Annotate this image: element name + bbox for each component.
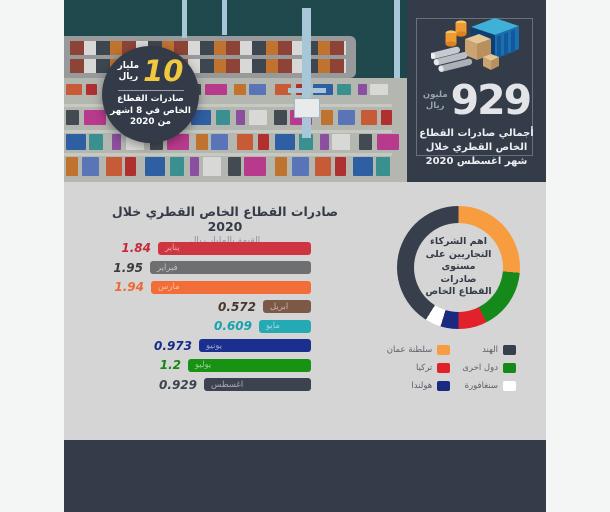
legend-swatch-icon (437, 381, 450, 391)
donut-center-line: التجاريين على (425, 248, 492, 260)
shipping-container-icon (125, 157, 136, 176)
shipping-container-icon (106, 157, 122, 176)
shipping-container-icon (66, 134, 86, 150)
shipping-container-icon (203, 157, 221, 176)
shipping-container-icon (292, 157, 309, 176)
legend-item (387, 345, 451, 355)
bar-month-label: يوليو (195, 360, 212, 370)
panel-value: 929 (450, 76, 531, 124)
panel-value-row (407, 76, 546, 124)
legend-swatch-icon (437, 363, 450, 373)
donut-center-line: القطاع الخاص (425, 286, 492, 298)
hero-caption-line: صادرات القطاع (117, 94, 184, 104)
legend-col-right (462, 345, 516, 391)
bar-month-label: يونيو (206, 340, 223, 351)
shipping-container-icon (145, 157, 165, 176)
legend-swatch-icon (437, 345, 450, 355)
hero-unit (118, 61, 139, 83)
bar-3 (151, 281, 311, 294)
panel-unit-line: مليون (422, 89, 448, 100)
shipping-container-icon (170, 157, 184, 176)
shipping-container-icon (249, 110, 267, 125)
shipping-container-icon (337, 84, 351, 95)
dock-lane (64, 153, 392, 156)
shipping-container-icon (321, 110, 333, 125)
hero-caption (102, 94, 199, 129)
august-summary-panel (407, 0, 546, 182)
crane-cabin-icon (294, 98, 320, 118)
footer-bar (64, 440, 546, 512)
donut-center-line: صادرات (440, 273, 477, 285)
shipping-container-icon (358, 84, 367, 95)
bar-chart-header (100, 204, 350, 246)
dock-lane (64, 130, 392, 133)
shipping-container-icon (361, 110, 377, 125)
donut-legend (360, 345, 516, 391)
shipping-container-icon (228, 157, 241, 176)
legend-label: تركيا (416, 363, 433, 373)
crane-mast-icon (182, 0, 187, 38)
shipping-container-icon (258, 134, 269, 150)
donut-center-line: مستوى (441, 261, 476, 273)
shipping-container-icon (190, 157, 199, 176)
legend-label: سلطنة عمان (386, 345, 433, 355)
bar-month-label: مارس (158, 282, 180, 292)
hero-value: 10 (143, 54, 184, 88)
bar-row (159, 378, 311, 391)
panel-unit-line: ريال (425, 100, 445, 111)
bar-row (154, 339, 311, 352)
bar-8 (204, 378, 311, 391)
hero-caption-line: من 2020 (130, 117, 171, 128)
shipping-container-icon (338, 110, 355, 125)
shipping-container-icon (82, 157, 99, 176)
panel-caption-line: الخاص القطري خلال (425, 142, 528, 153)
shipping-container-icon (376, 157, 390, 176)
shipping-container-icon (381, 110, 392, 125)
bar-row (114, 281, 311, 294)
legend-item (462, 363, 516, 373)
bar-chart-title: صادرات القطاع الخاص القطري خلال 2020 (111, 204, 339, 234)
bar-month-label: ابريل (270, 301, 289, 312)
bar-value-label: 0.973 (154, 338, 192, 353)
bar-month-label: يناير (165, 243, 180, 253)
shipping-container-icon (89, 134, 103, 150)
legend-item (387, 363, 451, 373)
panel-unit (423, 90, 448, 111)
panel-caption-line: شهر اغسطس 2020 (425, 156, 528, 167)
bar-month-label: فبراير (157, 262, 178, 273)
badge-divider (118, 90, 184, 91)
bar-value-label: 1.95 (113, 260, 143, 275)
legend-label: سنغافورة (464, 381, 498, 391)
bar-month-label: مايو (266, 321, 280, 331)
shipping-container-icon (66, 157, 78, 176)
shipping-container-icon (335, 157, 346, 176)
hero-value-row (102, 54, 199, 88)
bar-2 (150, 261, 311, 274)
gantry-crane-icon (302, 8, 311, 138)
bar-value-label: 1.2 (159, 358, 181, 372)
legend-swatch-icon (503, 345, 516, 355)
hero-badge (102, 46, 199, 143)
legend-label: دول اخرى (462, 363, 498, 373)
donut-chart (397, 206, 520, 329)
hero-unit-line: ريال (118, 71, 139, 82)
legend-swatch-icon (503, 363, 516, 373)
shipping-container-icon (274, 110, 287, 125)
shipping-container-icon (359, 134, 372, 150)
crane-mast-icon (222, 0, 227, 35)
bar-row (121, 242, 311, 255)
bar-6 (199, 339, 311, 352)
shipping-container-icon (112, 134, 121, 150)
bar-row (113, 261, 311, 274)
cargo-illustration (431, 13, 523, 77)
legend-label: هولندا (411, 381, 433, 391)
bar-4 (263, 300, 311, 313)
hero-unit-line: مليار (117, 60, 140, 71)
panel-caption (417, 127, 536, 169)
bar-row (214, 320, 311, 333)
shipping-container-icon (211, 134, 228, 150)
legend-item (462, 381, 516, 391)
shipping-container-icon (320, 134, 329, 150)
bar-7 (188, 359, 311, 372)
bar-value-label: 0.929 (159, 377, 197, 392)
shipping-container-icon (377, 134, 399, 150)
bar-value-label: 0.609 (214, 319, 252, 333)
shipping-container-icon (66, 84, 82, 95)
shipping-container-icon (234, 84, 246, 95)
bar-value-label: 1.94 (114, 280, 144, 294)
bar-row (160, 359, 311, 372)
legend-item (462, 345, 516, 355)
bar-row (218, 300, 311, 313)
bar-month-label: اغسطس (211, 379, 244, 390)
bar-5 (259, 320, 311, 333)
shipping-container-icon (86, 84, 97, 95)
shipping-container-icon (249, 84, 266, 95)
bar-1 (158, 242, 311, 255)
panel-caption-line: أجمالي صادرات القطاع (419, 128, 534, 139)
crane-mast-icon (394, 0, 400, 78)
legend-swatch-icon (503, 381, 516, 391)
shipping-container-icon (332, 134, 350, 150)
shipping-container-icon (275, 157, 287, 176)
shipping-container-icon (237, 134, 253, 150)
shipping-container-icon (216, 110, 230, 125)
hero-caption-line: الخاص في 8 اشهر (110, 105, 191, 116)
legend-col-left (387, 345, 451, 391)
barrels-icon (446, 20, 467, 46)
crane-beam-icon (288, 88, 326, 93)
donut-center-line: اهم الشركاء (430, 236, 487, 248)
donut-center-text (414, 223, 503, 312)
shipping-container-icon (244, 157, 266, 176)
bar-value-label: 0.572 (218, 299, 256, 314)
shipping-container-icon (315, 157, 331, 176)
shipping-container-icon (236, 110, 245, 125)
shipping-container-icon (275, 134, 295, 150)
legend-item (387, 381, 451, 391)
legend-label: الهند (482, 345, 498, 355)
shipping-container-icon (353, 157, 373, 176)
bar-value-label: 1.84 (121, 241, 151, 255)
shipping-container-icon (196, 134, 208, 150)
shipping-container-icon (205, 84, 227, 95)
shipping-container-icon (370, 84, 388, 95)
shipping-container-icon (66, 110, 79, 125)
